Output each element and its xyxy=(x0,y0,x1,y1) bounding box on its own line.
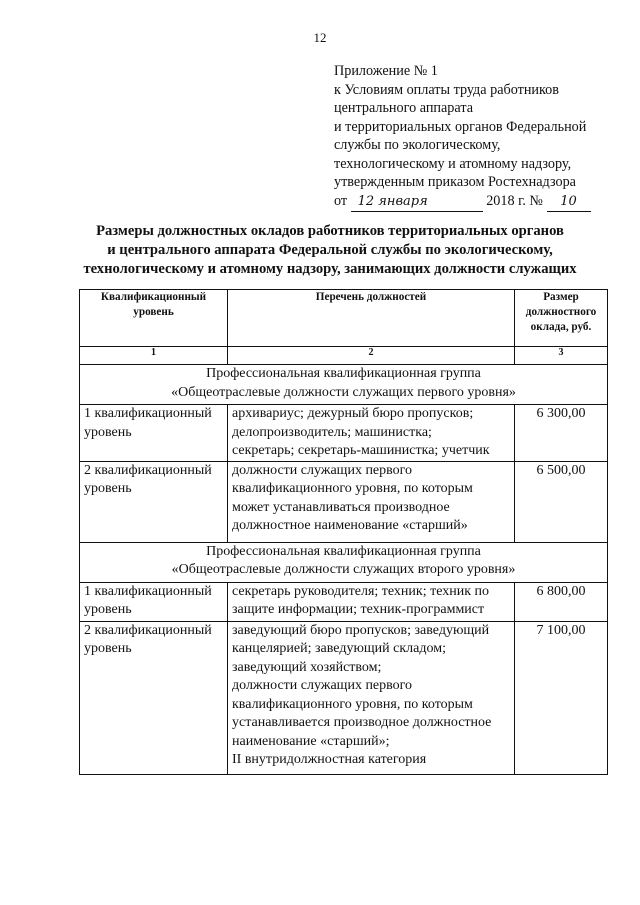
salary-cell: 7 100,00 xyxy=(515,621,608,774)
position-line: секретарь руководителя; техник; техник по xyxy=(232,583,490,599)
position-line: заведующий хозяйством; xyxy=(232,659,382,675)
position-line: защите информации; техник-программист xyxy=(232,602,485,617)
group-header-row xyxy=(80,542,608,582)
appendix-line: технологическому и атомному надзору, xyxy=(334,155,572,172)
appendix-line: Приложение № 1 xyxy=(334,63,438,79)
date-underline xyxy=(435,193,483,213)
position-line: квалификационного уровня, по которым xyxy=(232,481,473,496)
page-number: 12 xyxy=(313,30,327,45)
position-line: наименование «старший»; xyxy=(232,733,390,749)
level-cell: 1 квалификационный уровень xyxy=(80,582,228,621)
position-line: должности служащих первого xyxy=(232,462,413,478)
group-title-line: «Общеотраслевые должности служащих второго уровня» xyxy=(171,562,516,577)
group-title-line: «Общеотраслевые должности служащих первого уровня» xyxy=(171,384,516,400)
appendix-line: утвержденным приказом Ростехнадзора xyxy=(334,174,576,190)
position-line: заведующий бюро пропусков; заведующий xyxy=(232,622,490,638)
positions-cell xyxy=(228,405,515,462)
handwritten-order-number: 10 xyxy=(547,193,591,213)
order-year-text: 2018 г. № xyxy=(486,192,543,209)
order-date-line xyxy=(334,192,634,213)
document-title xyxy=(60,222,600,279)
column-number: 3 xyxy=(515,347,608,365)
appendix-line: центрального аппарата xyxy=(334,100,473,116)
header-level: Квалификационный уровень xyxy=(80,290,228,347)
table-row xyxy=(80,621,608,774)
date-prefix: от xyxy=(334,192,348,209)
table-row xyxy=(80,461,608,542)
salary-cell: 6 300,00 xyxy=(515,405,608,462)
level-cell: 2 квалификационный уровень xyxy=(80,621,228,774)
salary-cell: 6 500,00 xyxy=(515,461,608,542)
position-line: II внутридолжностная категория xyxy=(232,752,427,767)
position-line: должности служащих первого xyxy=(232,678,413,693)
table-row xyxy=(80,405,608,462)
appendix-line: службы по экологическому, xyxy=(334,137,501,153)
position-line: секретарь; секретарь-машинистка; учетчик xyxy=(232,443,490,458)
group-title xyxy=(80,542,608,582)
level-cell: 1 квалификационный уровень xyxy=(80,405,228,462)
handwritten-date: 12 января xyxy=(351,193,435,213)
position-line: архивариус; дежурный бюро пропусков; xyxy=(232,406,474,421)
salary-cell: 6 800,00 xyxy=(515,582,608,621)
salary-table xyxy=(79,289,608,775)
table-header-row xyxy=(80,290,608,347)
appendix-line: к Условиям оплаты труда работников xyxy=(334,81,559,98)
position-line: может устанавливаться производное xyxy=(232,499,450,515)
positions-cell xyxy=(228,621,515,774)
position-line: квалификационного уровня, по которым xyxy=(232,696,473,712)
positions-cell xyxy=(228,582,515,621)
position-line: канцелярией; заведующий складом; xyxy=(232,641,446,656)
title-line: Размеры должностных окладов работников территориальных органов xyxy=(96,223,564,239)
group-title xyxy=(80,365,608,405)
column-number: 1 xyxy=(80,347,228,365)
column-number: 2 xyxy=(228,347,515,365)
position-line: должностное наименование «старший» xyxy=(232,518,468,533)
table-row xyxy=(80,582,608,621)
column-numbers-row xyxy=(80,347,608,365)
positions-cell xyxy=(228,461,515,542)
group-header-row xyxy=(80,365,608,405)
appendix-header xyxy=(334,62,634,212)
header-positions: Перечень должностей xyxy=(228,290,515,347)
group-title-line: Профессиональная квалификационная группа xyxy=(206,543,481,559)
level-cell: 2 квалификационный уровень xyxy=(80,461,228,542)
position-line: делопроизводитель; машинистка; xyxy=(232,424,432,440)
header-salary: Размер должностного оклада, руб. xyxy=(515,290,608,347)
appendix-line: и территориальных органов Федеральной xyxy=(334,118,587,135)
position-line: устанавливается производное должностное xyxy=(232,715,492,730)
title-line: и центрального аппарата Федеральной службы по экологическому, xyxy=(107,242,553,258)
title-line: технологическому и атомному надзору, занимающих должности служащих xyxy=(83,261,577,277)
group-title-line: Профессиональная квалификационная группа xyxy=(206,366,481,381)
